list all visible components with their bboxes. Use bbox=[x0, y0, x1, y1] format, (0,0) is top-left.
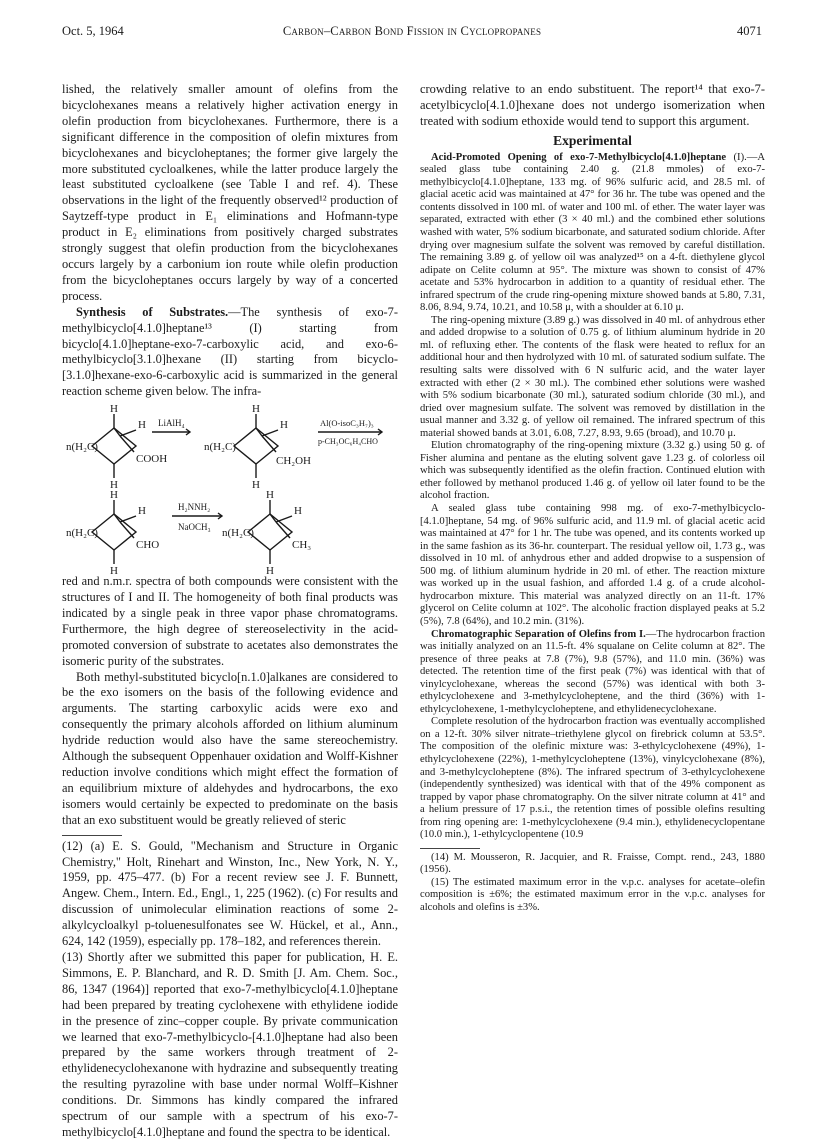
paragraph-elution: Elution chromatography of the ring-opening mixture (3.32 g.) using 50 g. of Fisher alumina and pentane as the eluting solvent gave 1.23 g. of colorless oil which was subsequently identified as the olefin fraction. Continued elution with ether followed by methanol produced 1.46 g. of yellow oil later found to be the alcohol fraction. bbox=[420, 440, 765, 502]
running-title: Carbon–Carbon Bond Fission in Cyclopropanes bbox=[282, 24, 542, 38]
ring-label-1: n(H₂C) bbox=[66, 441, 98, 454]
chromatographic-text: —The hydrocarbon fraction was initially analyzed on an 11.5-ft. 4% squalane on Celite column at 82°. The presence of three peaks at 7.8 (7%), 9.8 (57%), and 11.0 min. (36%) was detected. The retention time of the first peak (7%) was identical with that of vinylcyclohexane, whereas the second (57%) was identical with both 3-ethylcyclohexene and 3-methylcycloheptene, and the third (36%) with 1-ethylcyclohexene, 1-methylcycloheptene, and ethylidenecyclohexane. bbox=[420, 628, 765, 715]
h-label-1: H bbox=[110, 403, 118, 416]
footnote-rule-right bbox=[420, 848, 480, 849]
ring-label-2: n(H₂C) bbox=[204, 441, 236, 454]
h-label-2: H bbox=[110, 479, 118, 492]
section-heading-experimental: Experimental bbox=[553, 132, 632, 148]
reaction-scheme bbox=[62, 403, 398, 578]
paragraph-spectra: red and n.m.r. spectra of both compounds were consistent with the structures of I and II. The homogeneity of both final products was indicated by a single peak in three vapor phase chromatograms. Furthermore, the high degree of stereoselectivity in the acid-promoted conversion of substrate to acetates also demonstrates the isomeric purity of the substrates. bbox=[62, 574, 398, 668]
reagent-naoch3: NaOCH₃ bbox=[178, 522, 211, 533]
paragraph-sealed-tube: A sealed glass tube containing 998 mg. of exo-7-methylbicyclo-[4.1.0]heptane, 54 mg. of 96% sulfuric acid, and 11.9 ml. of glacial acetic acid was maintained at 47° for 1 hr. The tube was opened, and its contents worked up in the same fashion as its 36-hr. counterpart. The residual yellow oil, 1.73 g., was dissolved in 10 ml. of anhydrous ether and added dropwise to a suspension of 500 mg. of lithium aluminum hydride in 20 ml. of ether. The reaction mixture was worked up in the usual fashion, and afforded 1.4 g. of a crude alcohol-hydrocarbon mixture. This material was analyzed directly on an 11-ft. 17% glycerol on Celite column at 102°. The alcoholic fraction displayed peaks at 5.2 (5%), 7.8 (64%), and 10.2 min. (31%). bbox=[420, 503, 765, 627]
issue-date: Oct. 5, 1964 bbox=[62, 24, 124, 38]
paragraph-crowding: crowding relative to an endo substituent. The report¹⁴ that exo-7-acetylbicyclo[4.1.0]hexane does not undergo isomerization when treated with sodium ethoxide would tend to support this argument. bbox=[420, 82, 765, 128]
left-column bbox=[62, 82, 398, 1141]
reagent-anisaldehyde: p-CH₃OC₆H₄CHO bbox=[318, 437, 378, 447]
footnote-14: (14) M. Mousseron, R. Jacquier, and R. Fraisse, Compt. rend., 243, 1880 (1956). bbox=[420, 851, 765, 876]
footnote-13: (13) Shortly after we submitted this paper for publication, H. E. Simmons, E. P. Blanchard, and R. D. Smith [J. Am. Chem. Soc., 86, 1347 (1964)] reported that exo-7-methylbicyclo[4.1.0]heptane had been prepared by treating cyclohexene with ethylidene iodide in the presence of zinc–copper couple. By private communication we learned that exo-7-methylbicyclo-[4.1.0]heptane had also been prepared by the same workers through treatment of 2-ethylidenecyclohexanone with hydrazine and subsequently treating the resulting pyrazoline with base under normal Wolff–Kishner conditions. Dr. Simmons has kindly compared the infrared spectrum of our sample with a spectrum of his exo-7-methylbicyclo[4.1.0]heptane and found the spectra to be identical. bbox=[62, 949, 398, 1139]
reagent-lialh4: LiAlH₄ bbox=[158, 418, 185, 429]
synthesis-text: —The synthesis of exo-7-methylbicyclo[4.1.0]heptane¹³ (I) starting from bicyclo[4.1.0]heptane-exo-7-carboxylic acid, and exo-6-methylbicyclo[3.1.0]hexane (II) starting from bicyclo-[3.1.0]hexane-exo-6-carboxylic acid is summarized in the general reaction scheme given below. The infra- bbox=[62, 304, 398, 399]
paragraph-acid-opening bbox=[420, 152, 765, 315]
right-column bbox=[420, 82, 765, 915]
h-label-9: H bbox=[138, 505, 146, 518]
h-label-4: H bbox=[252, 403, 260, 416]
paragraph-exo-argument: Both methyl-substituted bicyclo[n.1.0]alkanes are considered to be the exo isomers on the basis of the following evidence and arguments. The starting carboxylic acids were exo and consequently the primary alcohols afforded on lithium aluminum hydride reduction would also have the same stereochemistry. Although the subsequent Oppenhauer oxidation and Wolff-Kishner reduction involve conditions which might effect the formation of an equilibrium mixture of aldehydes and hydrocarbons, the exo isomers would certainly be expected to predominate on the basis that an exo substituent would be greatly relieved of steric bbox=[62, 669, 398, 827]
reagent-oppenauer: Al(O-isoC₃H₇)₃ bbox=[320, 418, 374, 429]
footnote-15: (15) The estimated maximum error in the v.p.c. analyses for acetate–olefin composition is ±6%; the estimated maximum error in the v.p.c. analyses for alcohols and olefins is ±3%. bbox=[420, 876, 765, 913]
h-label-5: H bbox=[252, 479, 260, 492]
acid-opening-heading: Acid-Promoted Opening of exo-7-Methylbicyclo[4.1.0]heptane bbox=[431, 151, 727, 163]
cho-label: CHO bbox=[136, 539, 160, 552]
h-label-8: H bbox=[110, 565, 118, 578]
h-label-3: H bbox=[138, 419, 146, 432]
chromatographic-heading: Chromatographic Separation of Olefins from I. bbox=[431, 628, 646, 640]
acid-opening-text: (I).—A sealed glass tube containing 2.40 g. (21.8 mmoles) of exo-7-methylbicyclo[4.1.0]heptane, 133 mg. of 96% sulfuric acid, and 28.5 ml. of glacial acetic acid was maintained at 47° for 36 hr. The tube was opened and the contents dissolved in 100 ml. of water and 100 ml. of ether. The water layer was separated, extracted with ether (3 × 40 ml.) and the combined ether solutions washed with water, 5% sodium bicarbonate, and saturated sodium chloride. After drying over magnesium sulfate the solvent was removed by careful distillation. The remaining 3.89 g. of yellow oil was analyzed¹⁵ on a 4-ft. diethylene glycol adipate on Celite column at 95°. The mixture was shown to consist of 47% acetate and 53% hydrocarbon in addition to a quantity of residual ether. The infrared spectrum of the crude ring-opening mixture showed bands at 5.80, 7.31, 8.06, 8.94, 9.74, 10.21, and 10.58 μ, with a shoulder at 6.10 μ. bbox=[420, 151, 766, 314]
h-label-7: H bbox=[110, 489, 118, 502]
paragraph-synthesis bbox=[62, 305, 398, 400]
paragraph-resolution: Complete resolution of the hydrocarbon fraction was eventually accomplished on a 12-ft. 30% silver nitrate–triethylene glycol on firebrick column at 53.5°. The composition of the olefinic mixture was: 3-ethylcyclohexene (49%), 1-ethylcyclohexene (22%), 1-methylcycloheptene (13%), vinylcyclohexane (8%), and 3-methylcycloheptene (8%). The infrared spectrum of 3-ethylcyclohexene (independently synthesized) was identical with that of the 49% component as trapped by vapor phase chromatography. On the silver nitrate column at 41° and a helium pressure of 17 p.s.i., the retention times of possible olefins resulting from ring opening are: 1-methylcyclohexene (9.4 min.), ethylidenecyclopentane (10.0 min.), 1-ethylcyclopentene (10.9 bbox=[420, 716, 765, 841]
paragraph-reduction: The ring-opening mixture (3.89 g.) was dissolved in 40 ml. of anhydrous ether and added dropwise to a solution of 0.75 g. of lithium aluminum hydride in 20 ml. of refluxing ether. The contents of the flask were heated to reflux for an additional hour and then hydrolyzed with 10 ml. of saturated sodium sulfate. The resulting salts were dissolved with 6 N sulfuric acid, and the water layer extracted with ether (2 × 30 ml.). The combined ether solutions were washed with 5% sodium bicarbonate (30 ml.), saturated sodium chloride (30 ml.), and dried over magnesium sulfate. The solvent was removed by distillation in the usual manner and 3.32 g. of yellow oil remained. The infrared spectrum of this material showed bands at 3.01, 6.08, 7.27, 8.93, 9.65 (broad), and 10.70 μ. bbox=[420, 314, 765, 439]
h-label-12: H bbox=[294, 505, 302, 518]
cooh-label: COOH bbox=[136, 453, 168, 466]
footnote-rule bbox=[62, 835, 122, 836]
synthesis-heading: Synthesis of Substrates. bbox=[76, 304, 229, 319]
ring-label-4: n(H₂C) bbox=[222, 527, 254, 540]
h-label-10: H bbox=[266, 489, 274, 502]
reagent-hydrazine: H₂NNH₂ bbox=[178, 502, 211, 513]
footnote-12: (12) (a) E. S. Gould, "Mechanism and Structure in Organic Chemistry," Holt, Rinehart and Winston, Inc., New York, N. Y., 1959, pp. 475–477. (b) For a recent review see J. F. Bunnett, Angew. Chem., Intern. Ed., Engl., 1, 225 (1962). (c) For results and discussion of unimolecular elimination reactions of some 2-alkylcycloalkyl p-toluenesulfonates see W. Hückel, et al., Ann., 624, 142 (1959), especially pp. 178–182, and references therein. bbox=[62, 838, 398, 949]
ch3-label: CH₃ bbox=[292, 539, 312, 552]
paragraph-chromatographic bbox=[420, 629, 765, 717]
h-label-11: H bbox=[266, 565, 274, 578]
page-number: 4071 bbox=[737, 24, 762, 38]
page-header bbox=[62, 24, 762, 42]
paragraph-olefin-discussion: lished, the relatively smaller amount of olefins from the bicyclohexanes means a relatively higher activation energy in olefin production from bicyclohexanes. Furthermore, there is a significant difference in the composition of olefin mixtures from bicyclohexanes and bicycloheptanes; the former give largely the more substituted cycloalkenes, while the latter produce largely the least substituted cycloalkene (see Table I and ref. 4). These observations in the light of the frequently observed¹² production of Saytzeff-type product in E₁ eliminations and Hofmann-type product in E₂ eliminations from positively charged substrates strongly suggest that olefin production from the bicyclohexanes occurs largely by a carbonium ion route while olefin production from the bicycloheptanes occurs largely by way of a concerted process. bbox=[62, 82, 398, 303]
ring-label-3: n(H₂C) bbox=[66, 527, 98, 540]
ch2oh-label: CH₂OH bbox=[276, 455, 312, 468]
h-label-6: H bbox=[280, 419, 288, 432]
